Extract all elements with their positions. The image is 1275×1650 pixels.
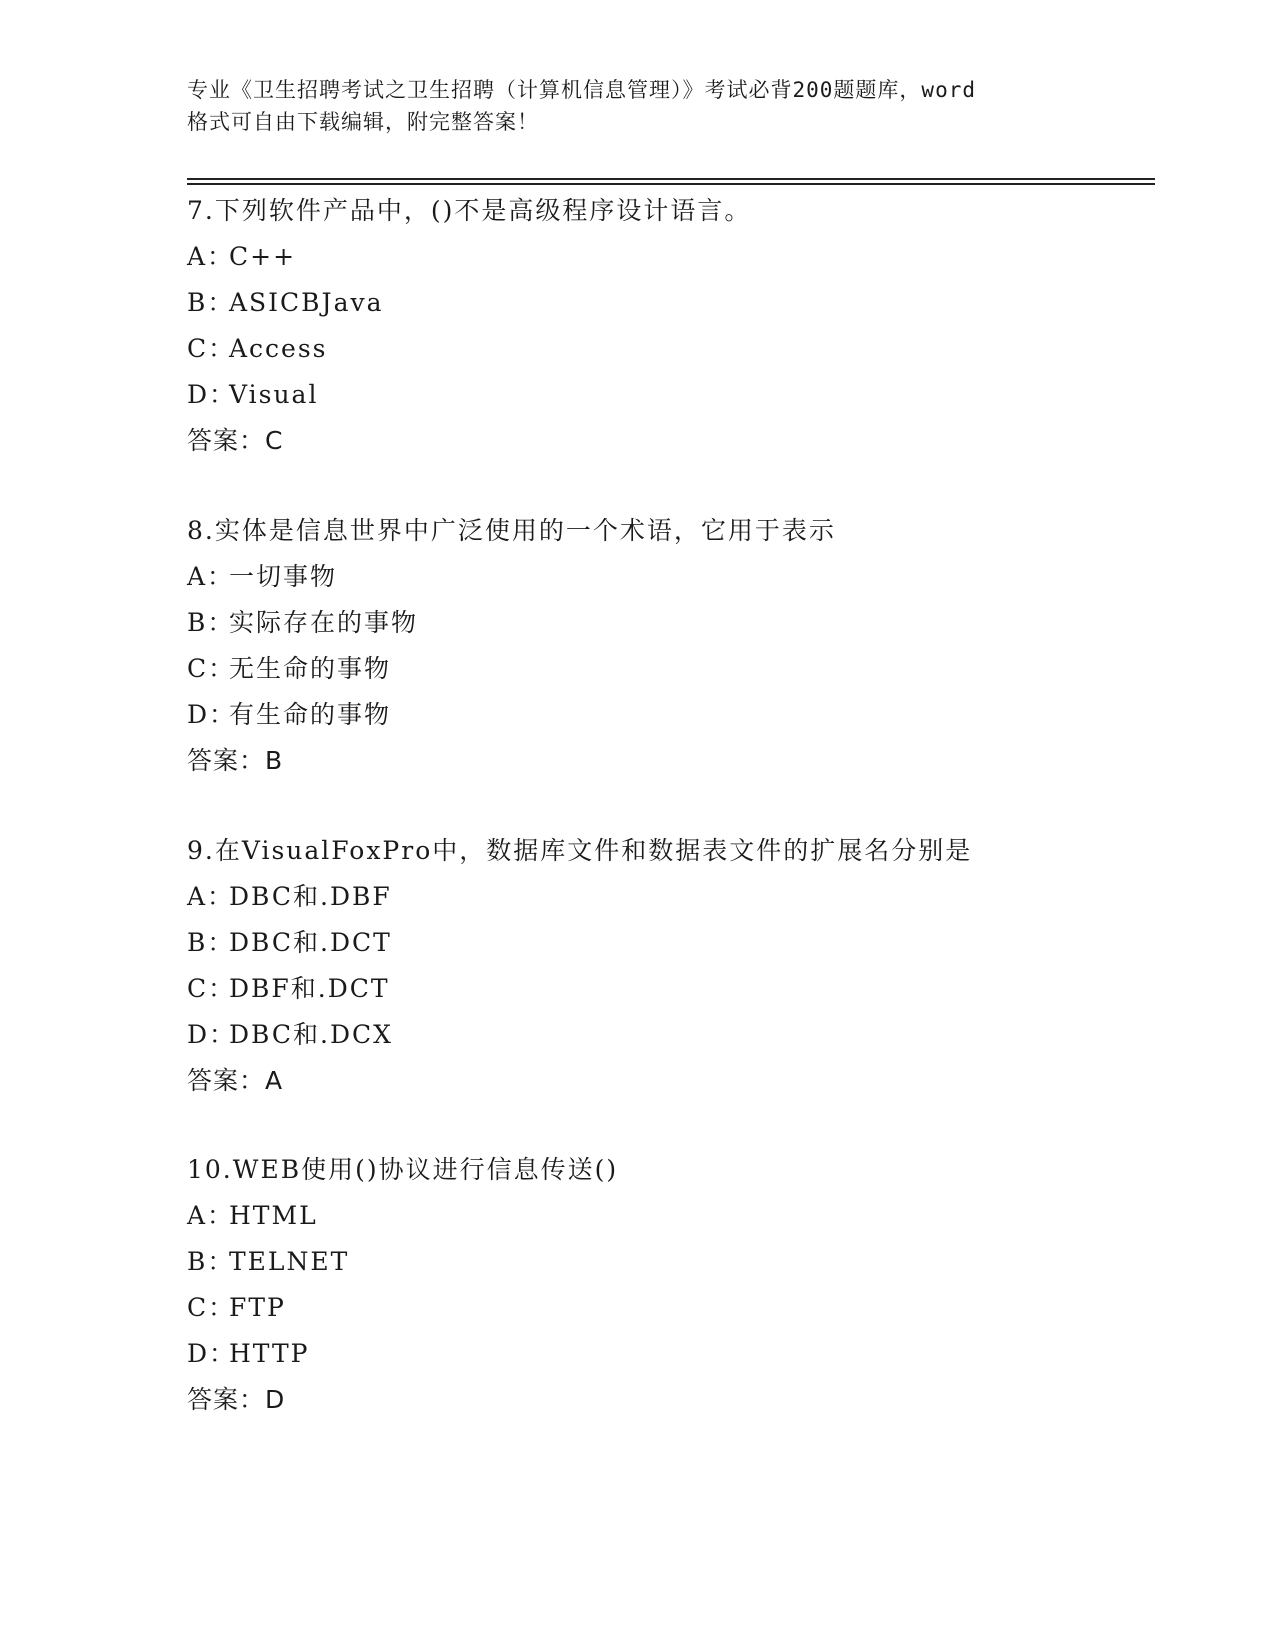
question-block xyxy=(187,828,1155,1104)
option-d xyxy=(187,1331,1155,1377)
option-letter: C： xyxy=(187,334,236,363)
option-text: DBC和.DCT xyxy=(229,928,392,957)
option-text: FTP xyxy=(229,1293,286,1322)
answer-label: 答案：B xyxy=(187,746,284,775)
option-text: DBC和.DCX xyxy=(229,1020,393,1049)
option-a xyxy=(187,874,1155,920)
option-text: 有生命的事物 xyxy=(229,700,392,729)
option-text: 一切事物 xyxy=(229,562,338,591)
option-letter: C： xyxy=(187,654,236,683)
option-letter: B： xyxy=(187,1247,235,1276)
option-letter: D： xyxy=(187,1339,237,1368)
question-title: 7.下列软件产品中，()不是高级程序设计语言。 xyxy=(187,196,752,225)
question-block xyxy=(187,188,1155,464)
option-letter: B： xyxy=(187,928,235,957)
option-letter: B： xyxy=(187,288,235,317)
option-text: 无生命的事物 xyxy=(229,654,392,683)
question-block xyxy=(187,1147,1155,1423)
intro-line-1: 专业《卫生招聘考试之卫生招聘（计算机信息管理）》考试必背200题题库，word xyxy=(187,78,976,102)
option-text: HTTP xyxy=(229,1339,310,1368)
option-text: DBF和.DCT xyxy=(229,974,390,1003)
option-letter: D： xyxy=(187,700,237,729)
option-letter: D： xyxy=(187,380,237,409)
option-a xyxy=(187,1193,1155,1239)
option-letter: D： xyxy=(187,1020,237,1049)
header-divider-bottom xyxy=(187,183,1155,185)
option-letter: C： xyxy=(187,1293,236,1322)
option-b xyxy=(187,280,1155,326)
option-b xyxy=(187,600,1155,646)
option-text: 实际存在的事物 xyxy=(229,608,419,637)
option-text: Access xyxy=(229,334,328,363)
header-divider-top xyxy=(187,178,1155,180)
option-b xyxy=(187,920,1155,966)
option-text: C++ xyxy=(229,242,297,271)
document-intro xyxy=(187,74,1087,138)
option-letter: A： xyxy=(187,1201,235,1230)
option-d xyxy=(187,372,1155,418)
question-title: 8.实体是信息世界中广泛使用的一个术语，它用于表示 xyxy=(187,516,836,545)
answer-label: 答案：A xyxy=(187,1066,284,1095)
option-c xyxy=(187,966,1155,1012)
option-a xyxy=(187,554,1155,600)
answer-label: 答案：C xyxy=(187,426,284,455)
option-letter: A： xyxy=(187,882,235,911)
option-text: TELNET xyxy=(229,1247,350,1276)
option-letter: A： xyxy=(187,242,235,271)
option-c xyxy=(187,326,1155,372)
option-b xyxy=(187,1239,1155,1285)
option-text: HTML xyxy=(229,1201,318,1230)
option-text: ASICBJava xyxy=(229,288,384,317)
option-text: DBC和.DBF xyxy=(229,882,392,911)
question-block xyxy=(187,508,1155,784)
option-c xyxy=(187,646,1155,692)
question-title: 10.WEB使用()协议进行信息传送() xyxy=(187,1155,619,1184)
question-title: 9.在VisualFoxPro中，数据库文件和数据表文件的扩展名分别是 xyxy=(187,836,973,865)
intro-line-2: 格式可自由下载编辑，附完整答案！ xyxy=(187,110,539,134)
answer-label: 答案：D xyxy=(187,1385,286,1414)
option-letter: B： xyxy=(187,608,235,637)
option-c xyxy=(187,1285,1155,1331)
option-d xyxy=(187,692,1155,738)
option-a xyxy=(187,234,1155,280)
option-letter: C： xyxy=(187,974,236,1003)
option-letter: A： xyxy=(187,562,235,591)
option-text: Visual xyxy=(229,380,319,409)
option-d xyxy=(187,1012,1155,1058)
